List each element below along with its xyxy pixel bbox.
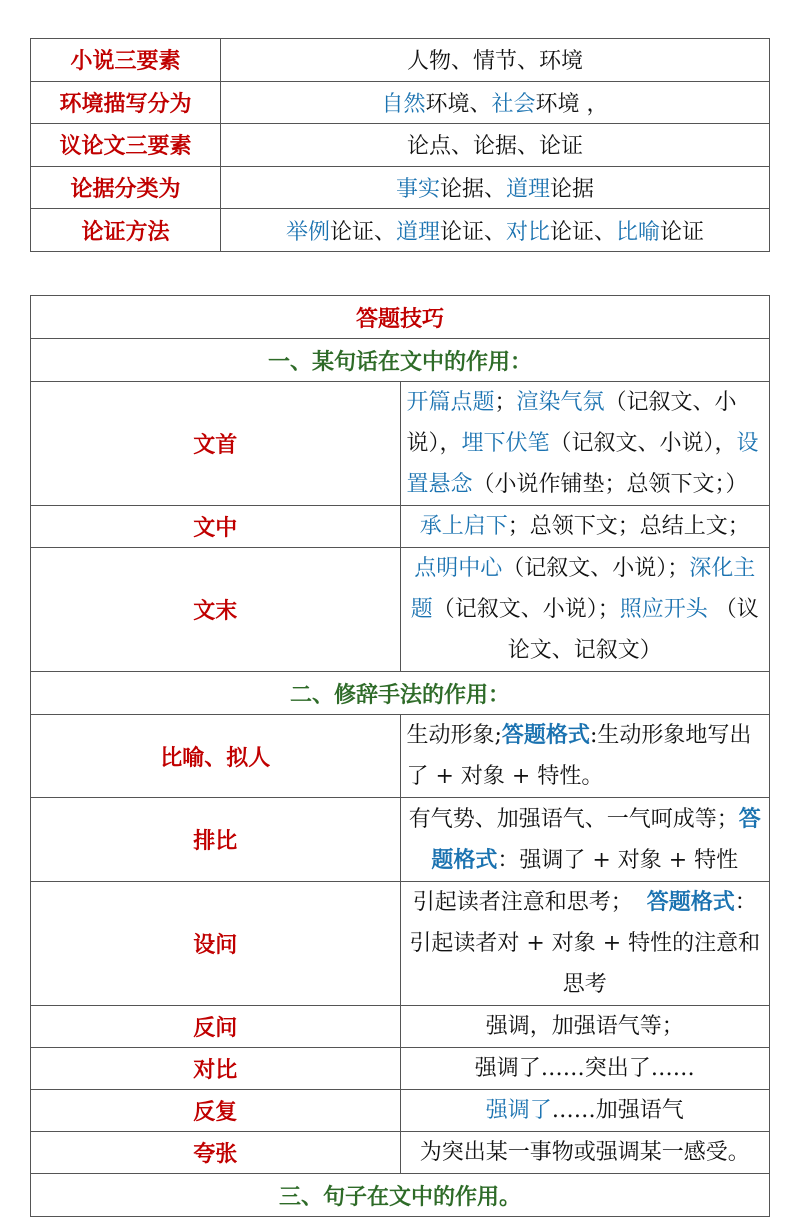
keyword: 事实 <box>395 177 440 203</box>
value-text: （记叙文、小说）， <box>406 390 737 456</box>
row-value <box>221 39 770 82</box>
value-text: ；总领下文；总结上文； <box>507 514 750 539</box>
table-title: 答题技巧 <box>31 296 770 339</box>
keyword: 道理 <box>506 177 551 203</box>
row-label: 反问 <box>31 1006 401 1048</box>
keyword: 点明中心 <box>414 556 503 581</box>
value-text: 强调，加强语气等； <box>485 1014 684 1039</box>
value-text: 论证、 <box>439 219 506 245</box>
keyword: 承上启下 <box>419 514 508 539</box>
table-row <box>31 1048 770 1090</box>
value-text: 论证 <box>660 219 705 245</box>
value-text: （议论文、记叙文） <box>507 597 759 663</box>
keyword: 比喻 <box>616 219 661 245</box>
answer-format-label: 答题格式 <box>646 889 735 915</box>
row-label: 设问 <box>31 882 401 1006</box>
row-value <box>400 1006 770 1048</box>
keyword: 社会 <box>491 91 536 117</box>
section-row <box>31 672 770 715</box>
row-label: 比喻、拟人 <box>31 715 401 798</box>
row-label: 文首 <box>31 382 401 506</box>
answer-tips-table <box>30 295 770 1217</box>
row-label: 议论文三要素 <box>31 124 221 167</box>
value-text: 环境、 <box>425 91 492 117</box>
row-label: 论证方法 <box>31 209 221 252</box>
value-text: ：引起读者对 + 对象 + 特性的注意和思考 <box>409 890 761 997</box>
terms-table <box>30 38 770 252</box>
row-label: 排比 <box>31 798 401 882</box>
section-row <box>31 339 770 382</box>
value-text: （记叙文、小说）； <box>502 556 690 581</box>
row-value <box>400 882 770 1006</box>
value-text: 引起读者注意和思考； <box>412 890 647 915</box>
section-heading: 一、某句话在文中的作用： <box>31 339 770 382</box>
section-heading: 二、修辞手法的作用： <box>31 672 770 715</box>
table-row <box>31 715 770 798</box>
value-text: 环境 ， <box>535 91 609 117</box>
row-value <box>400 1132 770 1174</box>
keyword: 开篇点题 <box>406 390 495 415</box>
keyword: 深化主题 <box>410 556 756 622</box>
value-text: 有气势、加强语气、一气呵成等； <box>408 806 739 832</box>
section-row <box>31 1174 770 1217</box>
value-text: 论据 <box>550 177 595 203</box>
table-row <box>31 506 770 548</box>
table-row <box>31 798 770 882</box>
row-value <box>400 798 770 882</box>
row-label: 文末 <box>31 548 401 672</box>
table-row <box>31 382 770 506</box>
row-label: 文中 <box>31 506 401 548</box>
row-value <box>400 1048 770 1090</box>
keyword: 强调了 <box>485 1098 552 1123</box>
value-text: （记叙文、小说）； <box>432 597 620 622</box>
row-value <box>221 209 770 252</box>
answer-format-label: 答题格式 <box>431 805 761 873</box>
keyword: 对比 <box>506 219 551 245</box>
table-row <box>31 882 770 1006</box>
keyword: 设置悬念 <box>406 431 759 497</box>
row-value <box>400 715 770 798</box>
value-text: 为突出某一事物或强调某一感受。 <box>419 1140 750 1165</box>
table-row <box>31 39 770 82</box>
table-row <box>31 548 770 672</box>
value-text: 论点、论据、论证 <box>406 134 583 160</box>
value-text: 论证、 <box>329 219 396 245</box>
answer-format-label: 答题格式 <box>501 722 590 748</box>
value-text: （小说作铺垫；总领下文；） <box>472 472 748 497</box>
table-row <box>31 1132 770 1174</box>
value-text: ； <box>494 390 517 415</box>
row-label: 夸张 <box>31 1132 401 1174</box>
keyword: 埋下伏笔 <box>461 431 550 456</box>
row-value <box>400 506 770 548</box>
table-title-row <box>31 296 770 339</box>
value-text: 生动形象; <box>406 723 502 748</box>
value-text: 论证、 <box>550 219 617 245</box>
row-value <box>400 548 770 672</box>
row-value <box>221 81 770 124</box>
row-label: 环境描写分为 <box>31 81 221 124</box>
value-text: 人物、情节、环境 <box>406 49 583 75</box>
table-row <box>31 209 770 252</box>
value-text: （记叙文、小说）， <box>549 431 737 456</box>
row-label: 对比 <box>31 1048 401 1090</box>
value-text: ：强调了 + 对象 + 特性 <box>497 847 739 873</box>
section-heading: 三、句子在文中的作用。 <box>31 1174 770 1217</box>
value-text: 论据、 <box>439 177 506 203</box>
keyword: 道理 <box>395 219 440 245</box>
table-row <box>31 124 770 167</box>
table-row <box>31 1090 770 1132</box>
row-label: 小说三要素 <box>31 39 221 82</box>
keyword: 渲染气氛 <box>516 390 605 415</box>
keyword: 自然 <box>381 91 426 117</box>
keyword: 照应开头 <box>619 597 708 622</box>
row-label: 反复 <box>31 1090 401 1132</box>
table-row <box>31 81 770 124</box>
row-value <box>400 1090 770 1132</box>
table-row <box>31 166 770 209</box>
value-text: ……加强语气 <box>551 1098 684 1123</box>
value-text: :生动形象地写出了 + 对象 + 特性。 <box>406 723 752 789</box>
row-value <box>221 124 770 167</box>
value-text: 强调了……突出了…… <box>474 1056 695 1081</box>
row-value <box>221 166 770 209</box>
row-value <box>400 382 770 506</box>
row-label: 论据分类为 <box>31 166 221 209</box>
keyword: 举例 <box>285 219 330 245</box>
table-row <box>31 1006 770 1048</box>
